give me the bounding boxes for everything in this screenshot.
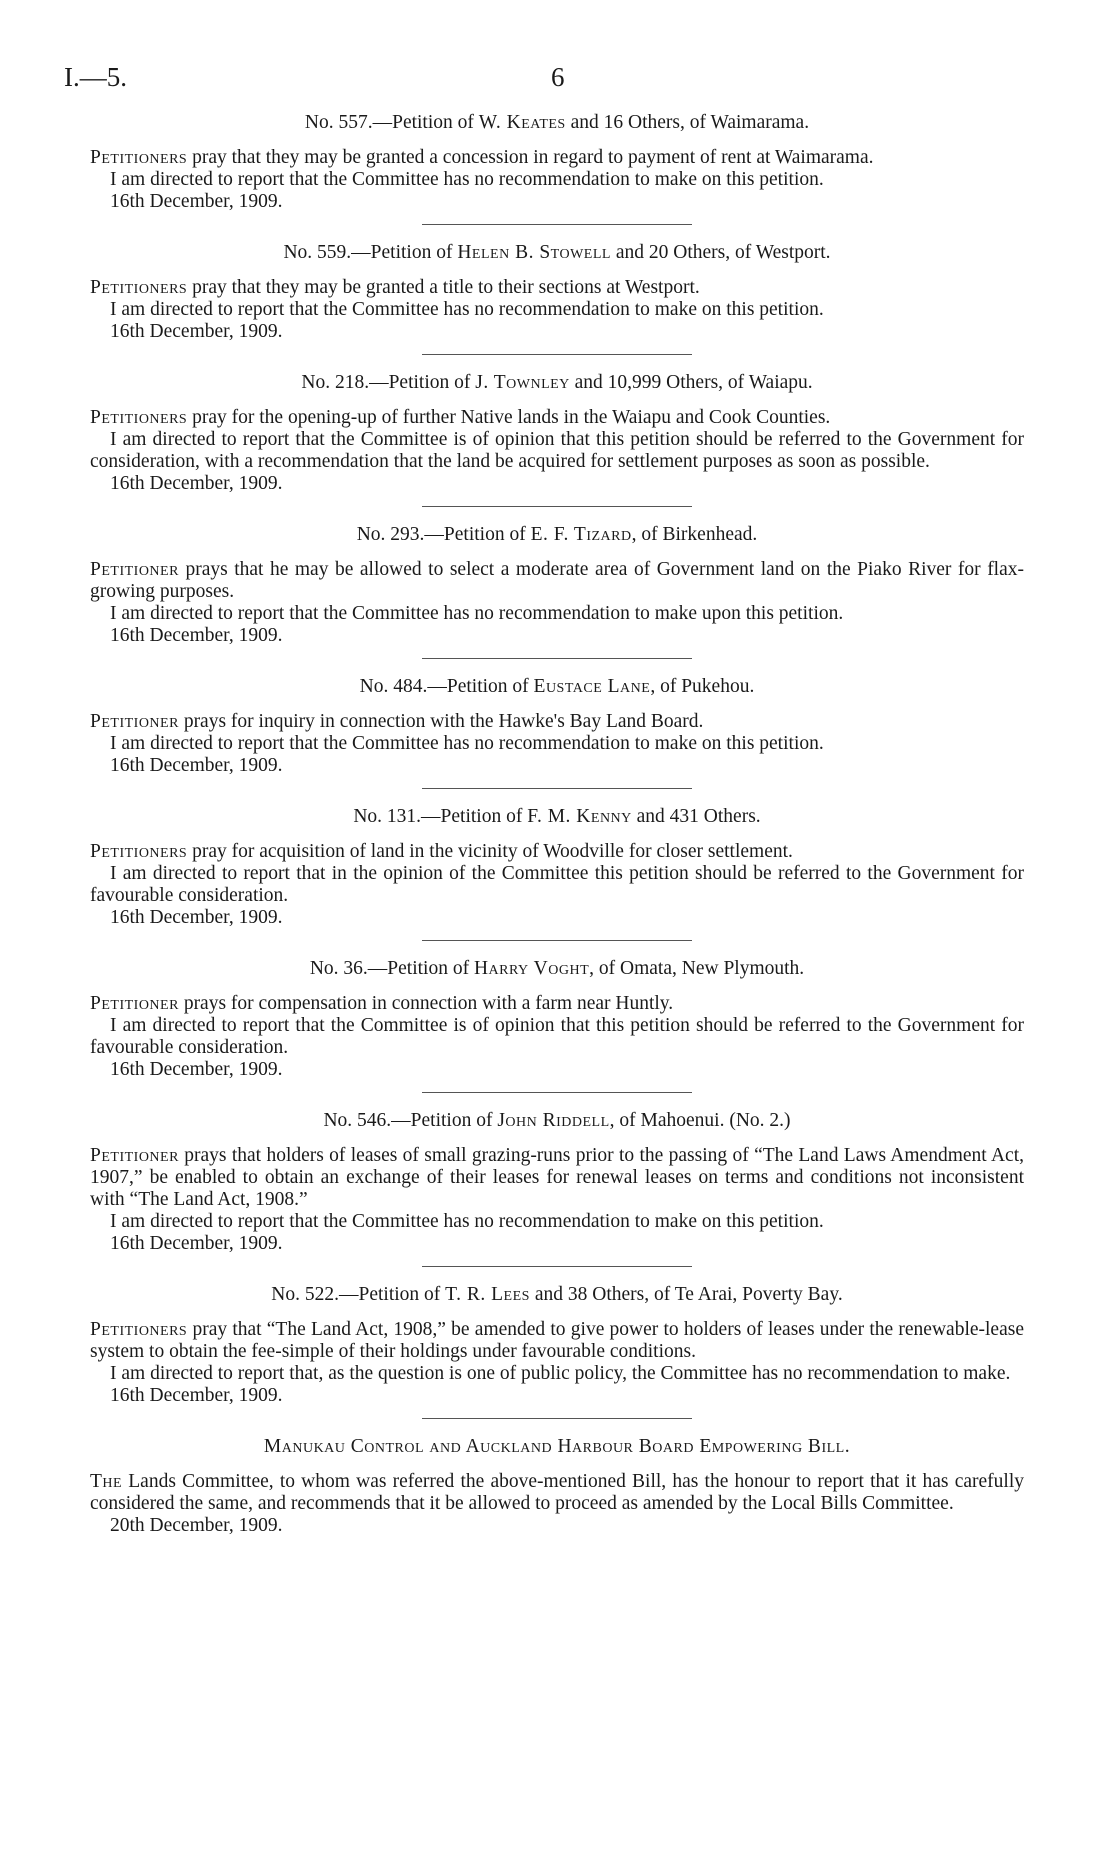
petition-prayer: Petitioner prays that holders of leases of small grazing-runs prior to the passing of “The Land Laws Amendment Act, 1907,” be enabled to obtain an exchange of their leases for renewal leases on terms and conditions not inconsistent with “The Land Act, 1908.” — [90, 1145, 1024, 1210]
petitioner-name: E. F. Tizard — [530, 524, 632, 545]
committee-report: I am directed to report that, as the question is one of public policy, the Committee has no recommendation to make. — [110, 1363, 1011, 1384]
petition-title: No. 546.—Petition of John Riddell, of Mahoenui. (No. 2.) — [323, 1110, 791, 1131]
bill-section — [90, 1436, 1024, 1537]
section-divider — [422, 224, 692, 225]
committee-report: I am directed to report that the Committee has no recommendation to make on this petition. — [110, 1211, 824, 1232]
petitioner-name: J. Townley — [475, 372, 570, 393]
petition-section — [90, 242, 1024, 355]
petition-prayer: Petitioners pray for the opening-up of further Native lands in the Waiapu and Cook Counties. — [90, 407, 831, 428]
report-date: 16th December, 1909. — [110, 321, 283, 342]
petition-prayer: Petitioner prays for inquiry in connection with the Hawke's Bay Land Board. — [90, 711, 704, 732]
section-divider — [422, 940, 692, 941]
section-divider — [422, 354, 692, 355]
petition-prayer: Petitioners pray that they may be granted a concession in regard to payment of rent at Waimarama. — [90, 147, 874, 168]
petition-prayer: Petitioners pray that they may be granted a title to their sections at Westport. — [90, 277, 700, 298]
petitioner-name: Helen B. Stowell — [457, 242, 611, 263]
committee-report: I am directed to report that the Committee has no recommendation to make on this petition. — [110, 733, 824, 754]
petitioner-name: T. R. Lees — [445, 1284, 530, 1305]
petition-title: No. 484.—Petition of Eustace Lane, of Pukehou. — [359, 676, 755, 697]
petitioner-name: W. Keates — [478, 112, 566, 133]
petition-title: No. 36.—Petition of Harry Voght, of Omata, New Plymouth. — [309, 958, 805, 979]
report-date: 16th December, 1909. — [110, 191, 283, 212]
report-date: 16th December, 1909. — [110, 473, 283, 494]
committee-report: I am directed to report that the Committee is of opinion that this petition should be referred to the Government for favourable consideration. — [90, 1015, 1024, 1058]
document-reference: I.—5. — [64, 62, 127, 92]
section-divider — [422, 506, 692, 507]
bill-title: Manukau Control and Auckland Harbour Board Empowering Bill. — [263, 1436, 851, 1457]
report-date: 16th December, 1909. — [110, 907, 283, 928]
committee-report: I am directed to report that the Committee is of opinion that this petition should be referred to the Government for consideration, with a recommendation that the land be acquired for settlement purposes as soon as possible. — [90, 429, 1024, 472]
page-header — [64, 62, 964, 102]
report-date: 20th December, 1909. — [110, 1515, 283, 1536]
committee-report: I am directed to report that the Committee has no recommendation to make on this petition. — [110, 169, 824, 190]
petition-prayer: Petitioners pray for acquisition of land in the vicinity of Woodville for closer settlement. — [90, 841, 793, 862]
petition-title: No. 218.—Petition of J. Townley and 10,999 Others, of Waiapu. — [301, 372, 813, 393]
bill-report: The Lands Committee, to whom was referred the above-mentioned Bill, has the honour to report that it has carefully considered the same, and recommends that it be allowed to proceed as amended by the Local Bills Committee. — [90, 1471, 1024, 1514]
petition-title: No. 559.—Petition of Helen B. Stowell and 20 Others, of Westport. — [283, 242, 831, 263]
petition-title: No. 557.—Petition of W. Keates and 16 Others, of Waimarama. — [304, 112, 810, 133]
petition-title: No. 522.—Petition of T. R. Lees and 38 Others, of Te Arai, Poverty Bay. — [271, 1284, 843, 1305]
petition-title: No. 131.—Petition of F. M. Kenny and 431 Others. — [353, 806, 761, 827]
petitioner-name: F. M. Kenny — [527, 806, 632, 827]
petitioner-name: Harry Voght — [473, 958, 590, 979]
report-date: 16th December, 1909. — [110, 1059, 283, 1080]
report-date: 16th December, 1909. — [110, 1385, 283, 1406]
committee-report: I am directed to report that in the opinion of the Committee this petition should be referred to the Government for favourable consideration. — [90, 863, 1024, 906]
petition-prayer: Petitioner prays that he may be allowed to select a moderate area of Government land on the Piako River for flax-growing purposes. — [90, 559, 1024, 602]
petitioner-name: John Riddell — [497, 1110, 610, 1131]
petition-section — [90, 1284, 1024, 1419]
petition-section — [90, 958, 1024, 1093]
report-date: 16th December, 1909. — [110, 1233, 283, 1254]
petition-section — [90, 676, 1024, 789]
petition-section — [90, 806, 1024, 941]
document-body — [90, 112, 1024, 1537]
page-number: 6 — [551, 62, 565, 92]
petitioner-name: Eustace Lane — [533, 676, 651, 697]
petition-section — [90, 112, 1024, 225]
petition-section — [90, 1110, 1024, 1267]
committee-report: I am directed to report that the Committee has no recommendation to make on this petition. — [110, 299, 824, 320]
committee-report: I am directed to report that the Committee has no recommendation to make upon this petition. — [110, 603, 844, 624]
petition-prayer: Petitioners pray that “The Land Act, 1908,” be amended to give power to holders of leases under the renewable-lease system to obtain the fee-simple of their holdings under favourable conditions. — [90, 1319, 1024, 1362]
report-date: 16th December, 1909. — [110, 755, 283, 776]
petition-section — [90, 524, 1024, 659]
report-date: 16th December, 1909. — [110, 625, 283, 646]
section-divider — [422, 1266, 692, 1267]
section-divider — [422, 658, 692, 659]
section-divider — [422, 1418, 692, 1419]
petition-section — [90, 372, 1024, 507]
section-divider — [422, 1092, 692, 1093]
petition-prayer: Petitioner prays for compensation in connection with a farm near Huntly. — [90, 993, 674, 1014]
section-divider — [422, 788, 692, 789]
petition-title: No. 293.—Petition of E. F. Tizard, of Birkenhead. — [356, 524, 758, 545]
